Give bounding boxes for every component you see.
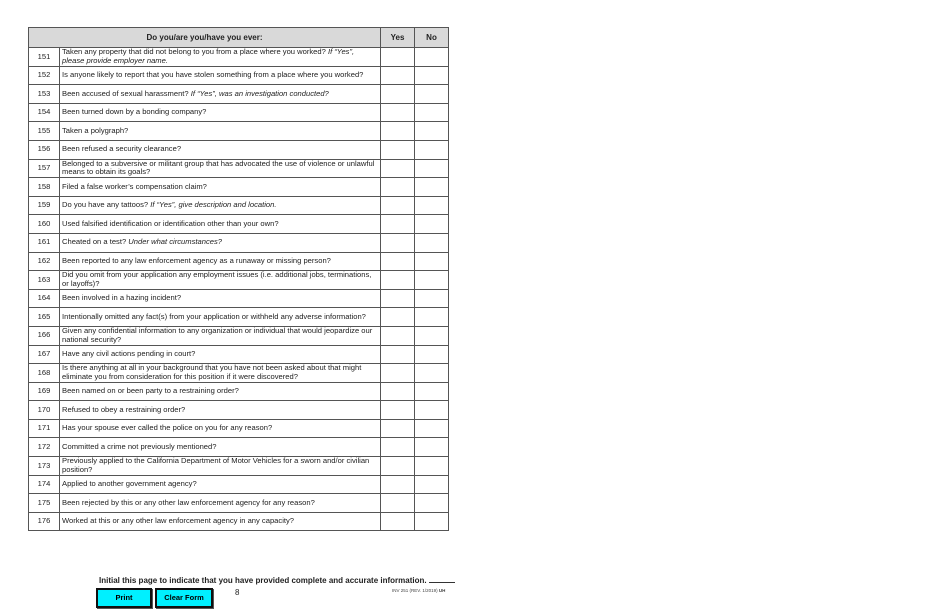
no-answer-field[interactable] (415, 457, 449, 476)
form-code (392, 588, 445, 593)
no-answer-field[interactable] (415, 196, 449, 215)
question-number: 174 (29, 475, 60, 494)
yes-answer-field[interactable] (381, 289, 415, 308)
question-text-cell (60, 289, 381, 308)
no-answer-field[interactable] (415, 122, 449, 141)
table-row (29, 382, 449, 401)
table-row (29, 457, 449, 476)
question-text: Previously applied to the California Department of Motor Vehicles for a sworn and/or civilian position? (62, 456, 370, 474)
question-text: Been reported to any law enforcement agency as a runaway or missing person? (62, 256, 331, 266)
table-row (29, 271, 449, 290)
question-text: Been accused of sexual harassment? (62, 88, 191, 98)
question-text-cell (60, 326, 381, 345)
yes-answer-field[interactable] (381, 103, 415, 122)
question-text-cell (60, 233, 381, 252)
question-text-cell (60, 140, 381, 159)
yes-answer-field[interactable] (381, 512, 415, 531)
question-number: 164 (29, 289, 60, 308)
no-answer-field[interactable] (415, 494, 449, 513)
table-row (29, 66, 449, 85)
no-answer-field[interactable] (415, 308, 449, 327)
question-text-cell (60, 438, 381, 457)
table-row (29, 196, 449, 215)
question-text: Refused to obey a restraining order? (62, 404, 186, 414)
question-number: 161 (29, 233, 60, 252)
yes-answer-field[interactable] (381, 66, 415, 85)
question-text: Been rejected by this or any other law enforcement agency for any reason? (62, 497, 315, 507)
no-column-header: No (415, 28, 449, 48)
question-note: If “Yes”, give description and location. (150, 200, 277, 210)
yes-answer-field[interactable] (381, 345, 415, 364)
question-text: Did you omit from your application any employment issues (i.e. additional jobs, terminations, or layoffs)? (62, 270, 372, 288)
question-number: 170 (29, 401, 60, 420)
question-text: Used falsified identification or identification other than your own? (62, 218, 279, 228)
table-row (29, 215, 449, 234)
no-answer-field[interactable] (415, 233, 449, 252)
question-text-cell (60, 457, 381, 476)
question-number: 152 (29, 66, 60, 85)
question-text-cell (60, 103, 381, 122)
yes-answer-field[interactable] (381, 326, 415, 345)
question-text: Have any civil actions pending in court? (62, 349, 196, 358)
no-answer-field[interactable] (415, 419, 449, 438)
question-text-cell (60, 364, 381, 383)
question-text: Is anyone likely to report that you have stolen something from a place where you worked? (62, 70, 364, 80)
question-note: If “Yes”, was an investigation conducted? (190, 88, 329, 98)
question-number: 155 (29, 122, 60, 141)
table-row (29, 512, 449, 531)
table-row (29, 326, 449, 345)
no-answer-field[interactable] (415, 252, 449, 271)
yes-answer-field[interactable] (381, 419, 415, 438)
no-answer-field[interactable] (415, 48, 449, 67)
no-answer-field[interactable] (415, 438, 449, 457)
question-text-cell (60, 122, 381, 141)
yes-answer-field[interactable] (381, 122, 415, 141)
question-number: 154 (29, 103, 60, 122)
question-number: 151 (29, 48, 60, 67)
question-text: Applied to another government agency? (62, 479, 197, 489)
yes-answer-field[interactable] (381, 140, 415, 159)
question-number: 171 (29, 419, 60, 438)
yes-column-header: Yes (381, 28, 415, 48)
question-text: Cheated on a test? (62, 237, 129, 247)
no-answer-field[interactable] (415, 103, 449, 122)
table-row (29, 140, 449, 159)
question-text: Worked at this or any other law enforcement agency in any capacity? (62, 516, 295, 526)
yes-answer-field[interactable] (381, 271, 415, 290)
question-text: Belonged to a subversive or militant group that has advocated the use of violence or unlawful means to obtain its goals? (62, 159, 375, 177)
yes-answer-field[interactable] (381, 438, 415, 457)
yes-answer-field[interactable] (381, 364, 415, 383)
question-text-cell (60, 85, 381, 104)
table-row (29, 364, 449, 383)
table-row (29, 494, 449, 513)
yes-answer-field[interactable] (381, 457, 415, 476)
no-answer-field[interactable] (415, 326, 449, 345)
clear-form-button[interactable]: Clear Form (155, 588, 213, 608)
form-code-text: INV 251 (REV. 1/2019) (392, 588, 438, 593)
question-number: 159 (29, 196, 60, 215)
no-answer-field[interactable] (415, 85, 449, 104)
question-text-cell (60, 196, 381, 215)
table-row (29, 178, 449, 197)
question-text-cell (60, 308, 381, 327)
yes-answer-field[interactable] (381, 233, 415, 252)
question-text: Has your spouse ever called the police on you for any reason? (62, 423, 273, 433)
question-text: Been turned down by a bonding company? (62, 107, 207, 117)
no-answer-field[interactable] (415, 512, 449, 531)
table-row (29, 85, 449, 104)
no-answer-field[interactable] (415, 345, 449, 364)
question-text: Given any confidential information to any organization or individual that would jeopardize our national security? (62, 326, 373, 344)
question-number: 173 (29, 457, 60, 476)
page-number: 8 (235, 588, 240, 597)
question-text-cell (60, 475, 381, 494)
table-row (29, 438, 449, 457)
question-text-cell (60, 252, 381, 271)
no-answer-field[interactable] (415, 401, 449, 420)
question-column-header: Do you/are you/have you ever: (29, 28, 381, 48)
question-text-cell (60, 419, 381, 438)
table-row (29, 289, 449, 308)
yes-answer-field[interactable] (381, 308, 415, 327)
table-row (29, 103, 449, 122)
yes-answer-field[interactable] (381, 48, 415, 67)
print-button[interactable]: Print (96, 588, 152, 608)
yes-answer-field[interactable] (381, 215, 415, 234)
question-number: 162 (29, 252, 60, 271)
question-number: 156 (29, 140, 60, 159)
table-row (29, 122, 449, 141)
question-number: 157 (29, 159, 60, 178)
question-note: If “Yes”, please provide employer name. (62, 47, 355, 65)
question-number: 166 (29, 326, 60, 345)
form-code-suffix: UH (438, 588, 446, 593)
question-text: Intentionally omitted any fact(s) from your application or withheld any adverse information? (62, 311, 366, 321)
question-text-cell (60, 48, 381, 67)
yes-answer-field[interactable] (381, 196, 415, 215)
question-text: Been involved in a hazing incident? (62, 293, 182, 303)
no-answer-field[interactable] (415, 382, 449, 401)
no-answer-field[interactable] (415, 475, 449, 494)
question-text-cell (60, 159, 381, 178)
question-text: Been refused a security clearance? (62, 144, 182, 154)
table-row (29, 252, 449, 271)
yes-answer-field[interactable] (381, 159, 415, 178)
question-text-cell (60, 512, 381, 531)
question-number: 160 (29, 215, 60, 234)
question-text-cell (60, 401, 381, 420)
table-row (29, 159, 449, 178)
no-answer-field[interactable] (415, 215, 449, 234)
question-number: 153 (29, 85, 60, 104)
table-row (29, 48, 449, 67)
question-number: 163 (29, 271, 60, 290)
yes-answer-field[interactable] (381, 178, 415, 197)
question-number: 158 (29, 178, 60, 197)
table-row (29, 233, 449, 252)
question-number: 176 (29, 512, 60, 531)
no-answer-field[interactable] (415, 364, 449, 383)
question-text: Committed a crime not previously mentioned? (62, 441, 217, 451)
yes-answer-field[interactable] (381, 85, 415, 104)
question-text: Filed a false worker’s compensation claim? (62, 181, 207, 191)
question-number: 169 (29, 382, 60, 401)
yes-answer-field[interactable] (381, 475, 415, 494)
question-number: 168 (29, 364, 60, 383)
initial-statement-text: Initial this page to indicate that you have provided complete and accurate information. (99, 576, 427, 585)
question-number: 165 (29, 308, 60, 327)
question-text-cell (60, 494, 381, 513)
question-text-cell (60, 271, 381, 290)
no-answer-field[interactable] (415, 66, 449, 85)
initial-statement (99, 575, 455, 585)
question-text: Is there anything at all in your background that you have not been asked about that might eliminate you from consideration for this position if it were discovered? (62, 363, 362, 381)
yes-answer-field[interactable] (381, 401, 415, 420)
table-header-row (29, 28, 449, 48)
no-answer-field[interactable] (415, 271, 449, 290)
question-text: Taken any property that did not belong to you from a place where you worked? (62, 47, 328, 57)
table-row (29, 345, 449, 364)
question-text-cell (60, 215, 381, 234)
question-text-cell (60, 345, 381, 364)
question-text-cell (60, 382, 381, 401)
table-row (29, 419, 449, 438)
question-text: Been named on or been party to a restraining order? (62, 386, 239, 396)
question-text-cell (60, 178, 381, 197)
question-text: Do you have any tattoos? (62, 200, 151, 210)
table-row (29, 401, 449, 420)
no-answer-field[interactable] (415, 289, 449, 308)
questionnaire-table (28, 27, 449, 531)
no-answer-field[interactable] (415, 140, 449, 159)
question-number: 167 (29, 345, 60, 364)
table-row (29, 308, 449, 327)
table-row (29, 475, 449, 494)
initial-field[interactable] (429, 575, 455, 583)
question-note: Under what circumstances? (128, 237, 222, 247)
yes-answer-field[interactable] (381, 252, 415, 271)
yes-answer-field[interactable] (381, 382, 415, 401)
question-number: 175 (29, 494, 60, 513)
question-text-cell (60, 66, 381, 85)
no-answer-field[interactable] (415, 178, 449, 197)
no-answer-field[interactable] (415, 159, 449, 178)
yes-answer-field[interactable] (381, 494, 415, 513)
question-number: 172 (29, 438, 60, 457)
question-text: Taken a polygraph? (62, 125, 129, 135)
